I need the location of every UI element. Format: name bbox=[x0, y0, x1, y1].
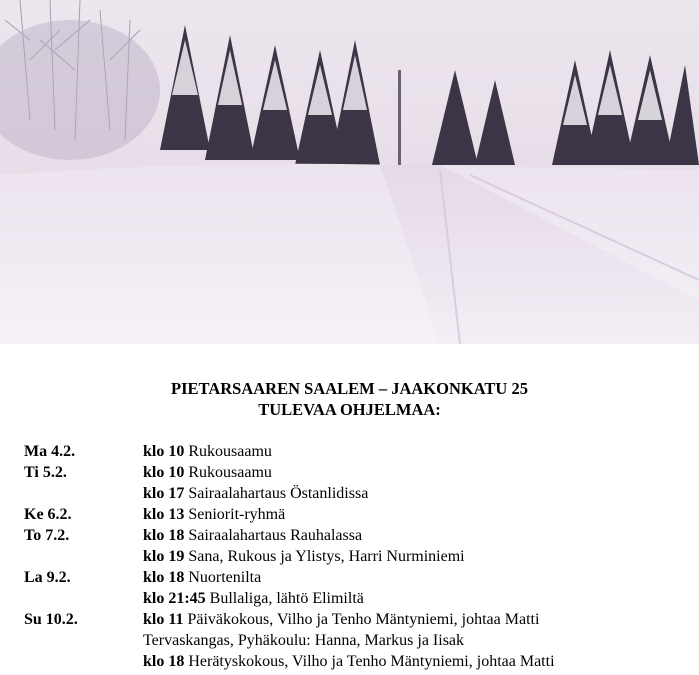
heading-line-2: TULEVAA OHJELMAA: bbox=[258, 400, 441, 419]
announcement-heading bbox=[0, 378, 699, 420]
schedule-time: klo 21:45 bbox=[143, 590, 206, 607]
schedule-row bbox=[24, 651, 694, 672]
schedule-row bbox=[24, 525, 694, 546]
schedule-time: klo 13 bbox=[143, 506, 185, 523]
heading-line-1: PIETARSAAREN SAALEM – JAAKONKATU 25 bbox=[171, 379, 528, 398]
schedule-row bbox=[24, 567, 694, 588]
schedule-row bbox=[24, 483, 694, 504]
schedule-text: Sana, Rukous ja Ylistys, Harri Nurminiemi bbox=[188, 548, 465, 565]
schedule-day: Ti 5.2. bbox=[24, 464, 67, 481]
schedule-text: Päiväkokous, Vilho ja Tenho Mäntyniemi, johtaa Matti bbox=[187, 611, 540, 628]
schedule-day bbox=[24, 588, 143, 609]
schedule-day bbox=[24, 546, 143, 567]
schedule-text: Sairaalahartaus Rauhalassa bbox=[188, 527, 363, 544]
schedule-row bbox=[24, 609, 694, 630]
schedule-day bbox=[24, 630, 143, 651]
schedule-time: klo 11 bbox=[143, 611, 184, 628]
schedule-text: Bullaliga, lähtö Elimiltä bbox=[209, 590, 364, 607]
schedule-row bbox=[24, 441, 694, 462]
schedule-row bbox=[24, 504, 694, 525]
schedule-day: Su 10.2. bbox=[24, 611, 78, 628]
schedule-text: Rukousaamu bbox=[188, 464, 272, 481]
schedule-day: Ke 6.2. bbox=[24, 506, 72, 523]
schedule-text: Sairaalahartaus Östanlidissa bbox=[188, 485, 369, 502]
schedule-day: To 7.2. bbox=[24, 527, 70, 544]
schedule-row bbox=[24, 630, 694, 651]
schedule-day: Ma 4.2. bbox=[24, 443, 76, 460]
schedule-row bbox=[24, 588, 694, 609]
schedule-day: La 9.2. bbox=[24, 569, 71, 586]
schedule-time: klo 18 bbox=[143, 527, 185, 544]
schedule-list bbox=[24, 441, 694, 672]
schedule-time: klo 17 bbox=[143, 485, 185, 502]
schedule-time: klo 10 bbox=[143, 443, 185, 460]
schedule-text: Herätyskokous, Vilho ja Tenho Mäntyniemi, johtaa Matti bbox=[188, 653, 555, 670]
schedule-text: Seniorit-ryhmä bbox=[188, 506, 286, 523]
schedule-row bbox=[24, 546, 694, 567]
schedule-row bbox=[24, 462, 694, 483]
schedule-text: Rukousaamu bbox=[188, 443, 272, 460]
schedule-day bbox=[24, 483, 143, 504]
schedule-time: klo 10 bbox=[143, 464, 185, 481]
schedule-time: klo 18 bbox=[143, 569, 185, 586]
schedule-day bbox=[24, 651, 143, 672]
schedule-text: Nuortenilta bbox=[188, 569, 262, 586]
schedule-text: Tervaskangas, Pyhäkoulu: Hanna, Markus ja Iisak bbox=[143, 632, 465, 649]
schedule-time: klo 19 bbox=[143, 548, 185, 565]
schedule-time: klo 18 bbox=[143, 653, 185, 670]
